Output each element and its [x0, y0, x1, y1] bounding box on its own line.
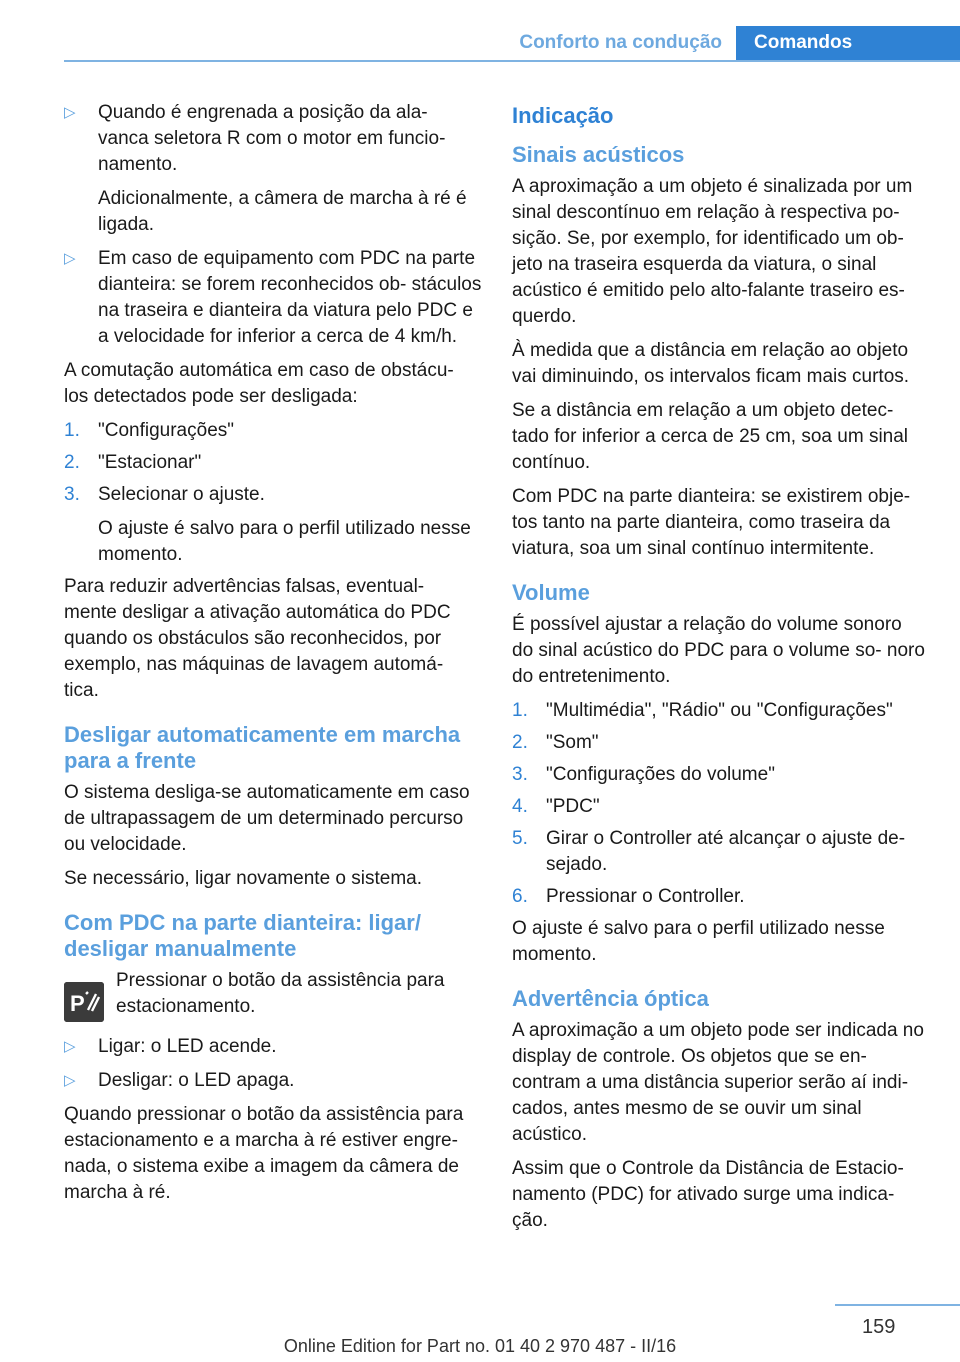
step-number: 2.: [512, 732, 528, 753]
paragraph: A comutação automática em caso de obstácu‐ los detectados pode ser desligada:: [64, 360, 454, 407]
list-item: [64, 482, 482, 568]
button-instruction-text: Pressionar o botão da assistência para estacionamento.: [116, 970, 445, 1017]
list-item: [64, 1068, 482, 1094]
paragraph: Se necessário, ligar novamente o sistema.: [64, 868, 423, 889]
triangle-bullet-icon: ▷: [64, 104, 76, 121]
paragraph: Com PDC na parte dianteira: se existirem obje‐ tos tanto na parte dianteira, como traseira da viatura, soa um sinal contínuo intermitente.: [512, 486, 911, 559]
parking-assist-button-icon: [64, 982, 104, 1022]
list-item-subtext: Adicionalmente, a câmera de marcha à ré é ligada.: [98, 188, 467, 235]
paragraph: À medida que a distância em relação ao objeto vai diminuindo, os intervalos ficam mais curtos.: [512, 340, 910, 387]
list-item: [512, 762, 928, 788]
left-column: [64, 100, 482, 1214]
header-chapter-tab: Comandos: [736, 26, 960, 62]
step-number: 3.: [64, 484, 80, 505]
section-heading: Desligar automaticamente em marcha para a frente: [64, 722, 461, 773]
step-number: 5.: [512, 828, 528, 849]
section-heading: Sinais acústicos: [512, 142, 685, 167]
paragraph: O sistema desliga-se automaticamente em caso de ultrapassagem de um determinado percurso ou velocidade.: [64, 782, 470, 855]
list-item: [512, 884, 928, 910]
list-item-text: Desligar: o LED apaga.: [98, 1070, 295, 1091]
paragraph: Para reduzir advertências falsas, eventual‐ mente desligar a ativação automática do PDC quando os obstáculos são reconhecidos, por exemplo, nas máquinas de lavagem automá‐ tica.: [64, 576, 451, 701]
numbered-steps: [64, 418, 482, 568]
section-heading: Volume: [512, 580, 590, 605]
triangle-bullet-icon: ▷: [64, 1072, 76, 1089]
step-text: Girar o Controller até alcançar o ajuste de‐ sejado.: [546, 828, 906, 875]
list-item: [64, 246, 482, 350]
step-text: "Configurações": [98, 420, 235, 441]
paragraph: A aproximação a um objeto é sinalizada por um sinal descontínuo em relação à respectiva po‐ sição. Se, por exemplo, for identificado um ob‐ jeto na traseira esquerda da viatura, o sinal acústico é emitido pelo alto-falante traseiro es‐ querdo.: [512, 176, 913, 327]
list-item: [512, 794, 928, 820]
header-section-title: Conforto na condução: [519, 32, 722, 53]
page-number: 159: [862, 1316, 896, 1338]
paragraph: Quando pressionar o botão da assistência para estacionamento e a marcha à ré estiver engre‐ nada, o sistema exibe a imagem da câmera de marcha à ré.: [64, 1104, 464, 1203]
step-number: 2.: [64, 452, 80, 473]
section-title: Indicação: [512, 103, 614, 128]
paragraph: Assim que o Controle da Distância de Estacio‐ namento (PDC) for ativado surge uma indica‐ ção.: [512, 1158, 904, 1231]
paragraph: É possível ajustar a relação do volume sonoro do sinal acústico do PDC para o volume so‐ noro do entretenimento.: [512, 614, 925, 687]
bullet-list-led: [64, 1034, 482, 1094]
step-number: 1.: [64, 420, 80, 441]
step-subtext: O ajuste é salvo para o perfil utilizado nesse momento.: [98, 518, 471, 565]
list-item: [64, 100, 482, 238]
numbered-steps: [512, 698, 928, 910]
footer-rule: [835, 1304, 960, 1306]
list-item-text: Quando é engrenada a posição da ala‐ vanca seletora R com o motor em funcio‐ namento.: [98, 102, 446, 175]
step-text: "Som": [546, 732, 599, 753]
paragraph: Se a distância em relação a um objeto detec‐ tado for inferior a cerca de 25 cm, soa um sinal contínuo.: [512, 400, 909, 473]
step-text: Pressionar o Controller.: [546, 886, 745, 907]
triangle-bullet-icon: ▷: [64, 250, 76, 267]
step-text: "Estacionar": [98, 452, 202, 473]
step-number: 6.: [512, 886, 528, 907]
page-header: [64, 26, 960, 62]
list-item-text: Ligar: o LED acende.: [98, 1036, 277, 1057]
list-item: [512, 826, 928, 878]
list-item: [64, 450, 482, 476]
bullet-list-triggers: [64, 100, 482, 350]
step-number: 4.: [512, 796, 528, 817]
list-item: [64, 1034, 482, 1060]
step-number: 3.: [512, 764, 528, 785]
button-instruction: [64, 968, 482, 1020]
footer-edition: Online Edition for Part no. 01 40 2 970 487 - II/16: [283, 1336, 677, 1356]
step-number: 1.: [512, 700, 528, 721]
step-text: Selecionar o ajuste.: [98, 484, 265, 505]
list-item: [512, 698, 928, 724]
svg-text:P: P: [70, 991, 85, 1016]
list-item: [64, 418, 482, 444]
list-item: [512, 730, 928, 756]
step-text: "Configurações do volume": [546, 764, 775, 785]
triangle-bullet-icon: ▷: [64, 1038, 76, 1055]
step-text: "Multimédia", "Rádio" ou "Configurações": [546, 700, 893, 721]
header-rule: [64, 60, 960, 62]
step-text: "PDC": [546, 796, 600, 817]
right-column: [512, 100, 928, 1242]
section-heading: Advertência óptica: [512, 986, 709, 1011]
section-heading: Com PDC na parte dianteira: ligar/ desligar manualmente: [64, 910, 421, 961]
paragraph: A aproximação a um objeto pode ser indicada no display de controle. Os objetos que se en‐ contram a uma distância superior serão aí indi‐ cados, antes mesmo de se ouvir um sinal acústico.: [512, 1020, 924, 1145]
paragraph: O ajuste é salvo para o perfil utilizado nesse momento.: [512, 918, 885, 965]
list-item-text: Em caso de equipamento com PDC na parte dianteira: se forem reconhecidos ob‐ stáculos na traseira e dianteira da viatura pelo PDC e a velocidade for inferior a cerca de 4 km/h.: [98, 248, 482, 347]
